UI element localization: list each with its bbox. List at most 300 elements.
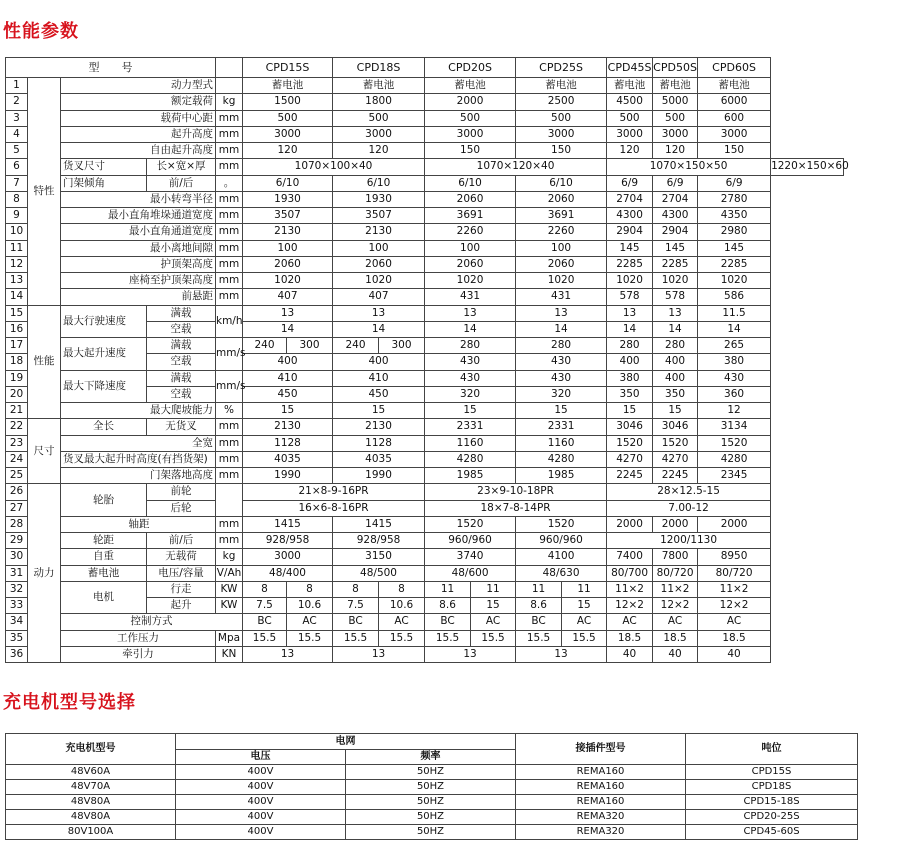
row-label: 载荷中心距 [61,110,216,126]
table-cell: 2704 [607,191,653,207]
table-cell: 3740 [425,549,516,565]
column-header-plug: 接插件型号 [516,734,686,765]
charger-table [5,733,858,840]
row-unit: kg [216,94,243,110]
table-cell: 12 [698,403,771,419]
table-cell: 15.5 [471,630,516,646]
table-cell: 3000 [653,126,698,142]
table-cell: 2060 [333,256,425,272]
row-sublabel: 行走 [147,581,216,597]
table-cell: 11 [471,581,516,597]
table-cell: 5000 [653,94,698,110]
table-cell: 3134 [698,419,771,435]
table-cell: 3000 [333,126,425,142]
table-cell: AC [698,614,771,630]
table-cell: 2130 [243,224,333,240]
table-cell: 2500 [516,94,607,110]
table-cell: 1520 [425,516,516,532]
row-number: 16 [6,321,28,337]
table-cell: 13 [516,646,607,662]
table-cell: 1220×150×60 [771,159,844,175]
table-cell: 蓄电池 [698,78,771,94]
table-cell: 150 [698,143,771,159]
table-cell: 蓄电池 [653,78,698,94]
table-row [6,159,923,175]
row-sublabel: 无载荷 [147,549,216,565]
table-cell: 960/960 [425,533,516,549]
table-row [6,435,923,451]
row-number: 34 [6,614,28,630]
table-cell: 6/9 [698,175,771,191]
row-unit [216,78,243,94]
table-row [6,305,923,321]
charger-model-cell: 48V70A [6,780,176,795]
table-cell: 1985 [425,468,516,484]
table-cell: 1520 [653,435,698,451]
row-number: 6 [6,159,28,175]
row-number: 23 [6,435,28,451]
table-cell: 1415 [333,516,425,532]
frequency-cell: 50HZ [346,795,516,810]
table-row [6,581,923,597]
table-cell: 18.5 [653,630,698,646]
row-unit: mm [216,191,243,207]
table-cell: 240 [333,338,379,354]
table-cell: 350 [653,386,698,402]
plug-cell: REMA320 [516,825,686,840]
column-header-voltage: 电压 [176,750,346,765]
table-cell: 6/9 [653,175,698,191]
row-label: 护顶架高度 [61,256,216,272]
row-number: 20 [6,386,28,402]
table-cell: 15.5 [243,630,287,646]
table-cell: 2331 [516,419,607,435]
table-cell: 8 [379,581,425,597]
table-cell: 1020 [333,273,425,289]
charger-model-cell: 48V80A [6,795,176,810]
row-number: 4 [6,126,28,142]
table-cell: 1020 [607,273,653,289]
table-row [6,780,858,795]
table-cell: 48/400 [243,565,333,581]
table-cell: 6/10 [333,175,425,191]
table-cell: AC [471,614,516,630]
table-cell: 1500 [243,94,333,110]
table-cell: 11×2 [653,581,698,597]
table-cell: 360 [698,386,771,402]
table-cell: 48/600 [425,565,516,581]
table-cell: 265 [698,338,771,354]
row-unit: Mpa [216,630,243,646]
table-cell: 6/10 [516,175,607,191]
table-cell: 13 [653,305,698,321]
table-cell: 120 [607,143,653,159]
row-label: 全长 [61,419,147,435]
row-number: 25 [6,468,28,484]
table-cell: BC [243,614,287,630]
row-label: 座椅至护顶架高度 [61,273,216,289]
table-cell: 8.6 [516,598,562,614]
table-cell: 6/10 [425,175,516,191]
table-cell: 430 [516,354,607,370]
table-cell: 2260 [516,224,607,240]
table-cell: 120 [243,143,333,159]
table-cell: 16×6-8-16PR [243,500,425,516]
table-cell: 15.5 [516,630,562,646]
charger-model-cell: 48V60A [6,765,176,780]
table-cell: 3046 [653,419,698,435]
table-cell: 4270 [653,451,698,467]
table-cell: 15 [471,598,516,614]
table-cell: 3150 [333,549,425,565]
table-cell: 1020 [243,273,333,289]
row-label: 电机 [61,581,147,614]
table-cell: 1160 [516,435,607,451]
table-cell: 400 [607,354,653,370]
table-cell: 14 [333,321,425,337]
row-number: 33 [6,598,28,614]
table-cell: 150 [516,143,607,159]
table-cell: 1020 [653,273,698,289]
table-cell: 13 [333,305,425,321]
table-cell: 48/500 [333,565,425,581]
table-row [6,403,923,419]
table-row [6,256,923,272]
tonnage-cell: CPD15-18S [686,795,858,810]
table-cell: 500 [243,110,333,126]
voltage-cell: 400V [176,795,346,810]
table-cell: 11.5 [698,305,771,321]
row-sublabel: 前/后 [147,175,216,191]
group-label: 特性 [28,78,61,306]
table-row [6,765,858,780]
table-cell: 407 [333,289,425,305]
table-cell: 28×12.5-15 [607,484,771,500]
row-sublabel: 满载 [147,305,216,321]
row-number: 10 [6,224,28,240]
plug-cell: REMA160 [516,795,686,810]
row-label: 额定载荷 [61,94,216,110]
table-cell: 450 [333,386,425,402]
table-cell: 7.5 [333,598,379,614]
table-cell: 3000 [607,126,653,142]
table-row [6,175,923,191]
table-cell: 280 [516,338,607,354]
table-cell: 1520 [516,516,607,532]
table-cell: 400 [653,370,698,386]
charger-title: 充电机型号选择 [3,692,136,713]
row-number: 5 [6,143,28,159]
table-cell: 18.5 [607,630,653,646]
row-sublabel: 空载 [147,386,216,402]
row-unit: KN [216,646,243,662]
row-unit: KW [216,581,243,597]
table-cell: 2285 [698,256,771,272]
table-cell: 3000 [425,126,516,142]
table-cell: 14 [653,321,698,337]
row-number: 35 [6,630,28,646]
table-row [6,126,923,142]
row-unit: mm [216,289,243,305]
table-cell: 蓄电池 [243,78,333,94]
table-cell: 蓄电池 [333,78,425,94]
table-cell: 4300 [653,208,698,224]
table-cell: 320 [516,386,607,402]
table-cell: 14 [425,321,516,337]
table-cell: 586 [698,289,771,305]
table-cell: 2060 [425,191,516,207]
table-cell: 500 [425,110,516,126]
table-cell: 15 [243,403,333,419]
table-cell: 280 [607,338,653,354]
row-number: 8 [6,191,28,207]
row-number: 21 [6,403,28,419]
row-sublabel: 电压/容量 [147,565,216,581]
table-cell: 15 [607,403,653,419]
row-label: 最小直角堆垛通道宽度 [61,208,216,224]
table-cell: 100 [333,240,425,256]
table-cell: 2285 [653,256,698,272]
voltage-cell: 400V [176,825,346,840]
table-cell: 13 [243,305,333,321]
table-cell: 4280 [425,451,516,467]
row-unit: kg [216,549,243,565]
row-label: 最小离地间隙 [61,240,216,256]
table-cell: 4280 [516,451,607,467]
table-cell: 15 [425,403,516,419]
table-cell: 2345 [698,468,771,484]
table-cell: 120 [653,143,698,159]
table-cell: 2000 [653,516,698,532]
table-cell: 40 [607,646,653,662]
table-cell: 80/720 [653,565,698,581]
row-label: 自由起升高度 [61,143,216,159]
charger-model-cell: 48V80A [6,810,176,825]
table-cell: 18×7-8-14PR [425,500,607,516]
row-label: 前悬距 [61,289,216,305]
table-cell: 430 [698,370,771,386]
row-unit: km/h [216,305,243,338]
frequency-cell: 50HZ [346,780,516,795]
table-row [6,810,858,825]
table-row [6,565,923,581]
row-number: 32 [6,581,28,597]
table-cell: 578 [607,289,653,305]
row-sublabel: 后轮 [147,500,216,516]
table-cell: 431 [425,289,516,305]
table-cell: AC [379,614,425,630]
table-cell: 40 [698,646,771,662]
row-unit: mm [216,273,243,289]
row-number: 17 [6,338,28,354]
row-unit: mm [216,208,243,224]
row-unit: KW [216,598,243,614]
table-cell: 2000 [607,516,653,532]
table-cell: 431 [516,289,607,305]
table-cell: 2260 [425,224,516,240]
table-cell: 100 [516,240,607,256]
row-unit: mm [216,143,243,159]
table-row [6,516,923,532]
table-cell: 300 [287,338,333,354]
row-number: 11 [6,240,28,256]
table-cell: 2060 [243,256,333,272]
row-unit: mm [216,240,243,256]
table-cell: 15.5 [562,630,607,646]
performance-table [5,57,923,663]
table-cell: 7.00-12 [607,500,771,516]
table-cell: 13 [243,646,333,662]
table-row [6,338,923,354]
table-cell: 4350 [698,208,771,224]
table-cell: 13 [333,646,425,662]
table-cell: 400 [333,354,425,370]
table-cell: 21×8-9-16PR [243,484,425,500]
voltage-cell: 400V [176,810,346,825]
table-cell: 1930 [333,191,425,207]
row-number: 22 [6,419,28,435]
table-cell: 145 [653,240,698,256]
table-row [6,208,923,224]
table-cell: 2060 [516,191,607,207]
table-cell: 23×9-10-18PR [425,484,607,500]
table-header-row [6,734,858,750]
column-header-grid: 电网 [176,734,516,750]
table-cell: 4035 [243,451,333,467]
row-sublabel: 前轮 [147,484,216,500]
table-cell: 15 [562,598,607,614]
row-number: 15 [6,305,28,321]
table-cell: 380 [607,370,653,386]
table-cell: 4300 [607,208,653,224]
table-cell: 2060 [425,256,516,272]
row-label: 货叉最大起升时高度(有挡货架) [61,451,216,467]
column-header-cpd60s: CPD60S [698,58,771,78]
row-unit: V/Ah [216,565,243,581]
table-cell: 11 [516,581,562,597]
table-cell: AC [287,614,333,630]
table-cell: 8 [243,581,287,597]
table-cell: 10.6 [379,598,425,614]
table-cell: 13 [425,305,516,321]
table-cell: 380 [698,354,771,370]
column-header-unit [216,58,243,78]
row-sublabel: 空载 [147,321,216,337]
table-row [6,549,923,565]
plug-cell: REMA320 [516,810,686,825]
table-cell: 430 [425,370,516,386]
table-cell: 1990 [243,468,333,484]
row-unit: mm [216,224,243,240]
table-cell: AC [607,614,653,630]
row-number: 26 [6,484,28,500]
row-sublabel: 空载 [147,354,216,370]
column-header-cpd50s: CPD50S [653,58,698,78]
table-cell: 40 [653,646,698,662]
row-number: 9 [6,208,28,224]
table-cell: 1160 [425,435,516,451]
table-cell: 2245 [653,468,698,484]
frequency-cell: 50HZ [346,810,516,825]
table-cell: 15.5 [425,630,471,646]
row-unit: mm [216,451,243,467]
row-number: 30 [6,549,28,565]
tonnage-cell: CPD15S [686,765,858,780]
table-cell: 280 [425,338,516,354]
column-header-cpd18s: CPD18S [333,58,425,78]
charger-model-cell: 80V100A [6,825,176,840]
table-cell: 3691 [516,208,607,224]
row-sublabel: 长×宽×厚 [147,159,216,175]
row-number: 13 [6,273,28,289]
row-number: 18 [6,354,28,370]
table-cell: 蓄电池 [607,78,653,94]
table-cell: 11×2 [607,581,653,597]
row-label: 动力型式 [61,78,216,94]
row-label: 轮胎 [61,484,147,517]
table-cell: BC [333,614,379,630]
table-row [6,484,923,500]
table-cell: 500 [333,110,425,126]
table-cell: 4035 [333,451,425,467]
table-cell: 1128 [243,435,333,451]
table-cell: 2331 [425,419,516,435]
table-cell: 8.6 [425,598,471,614]
column-header-cpd15s: CPD15S [243,58,333,78]
row-label: 全宽 [61,435,216,451]
table-cell: 18.5 [698,630,771,646]
table-row [6,451,923,467]
column-header-cpd25s: CPD25S [516,58,607,78]
table-row [6,630,923,646]
row-number: 12 [6,256,28,272]
table-cell: 6/10 [243,175,333,191]
table-cell: 7400 [607,549,653,565]
table-cell: AC [562,614,607,630]
table-cell: 7800 [653,549,698,565]
row-number: 19 [6,370,28,386]
table-cell: 7.5 [243,598,287,614]
row-number: 24 [6,451,28,467]
table-row [6,825,858,840]
table-cell: 15.5 [287,630,333,646]
table-cell: 2245 [607,468,653,484]
table-cell: 928/958 [243,533,333,549]
table-cell: 14 [243,321,333,337]
table-cell: 400 [243,354,333,370]
row-label: 轴距 [61,516,216,532]
table-cell: 240 [243,338,287,354]
table-cell: 1415 [243,516,333,532]
row-label: 最小直角通道宽度 [61,224,216,240]
table-cell: BC [516,614,562,630]
table-cell: 1985 [516,468,607,484]
table-cell: 15 [516,403,607,419]
table-cell: 430 [425,354,516,370]
row-unit: % [216,403,243,419]
table-cell: 1520 [607,435,653,451]
plug-cell: REMA160 [516,765,686,780]
column-header-cpd20s: CPD20S [425,58,516,78]
row-number: 31 [6,565,28,581]
row-unit: mm/s [216,370,243,403]
table-row [6,273,923,289]
table-cell: 430 [516,370,607,386]
row-label: 门架倾角 [61,175,147,191]
table-cell: 15 [333,403,425,419]
row-number: 3 [6,110,28,126]
table-cell: 600 [698,110,771,126]
